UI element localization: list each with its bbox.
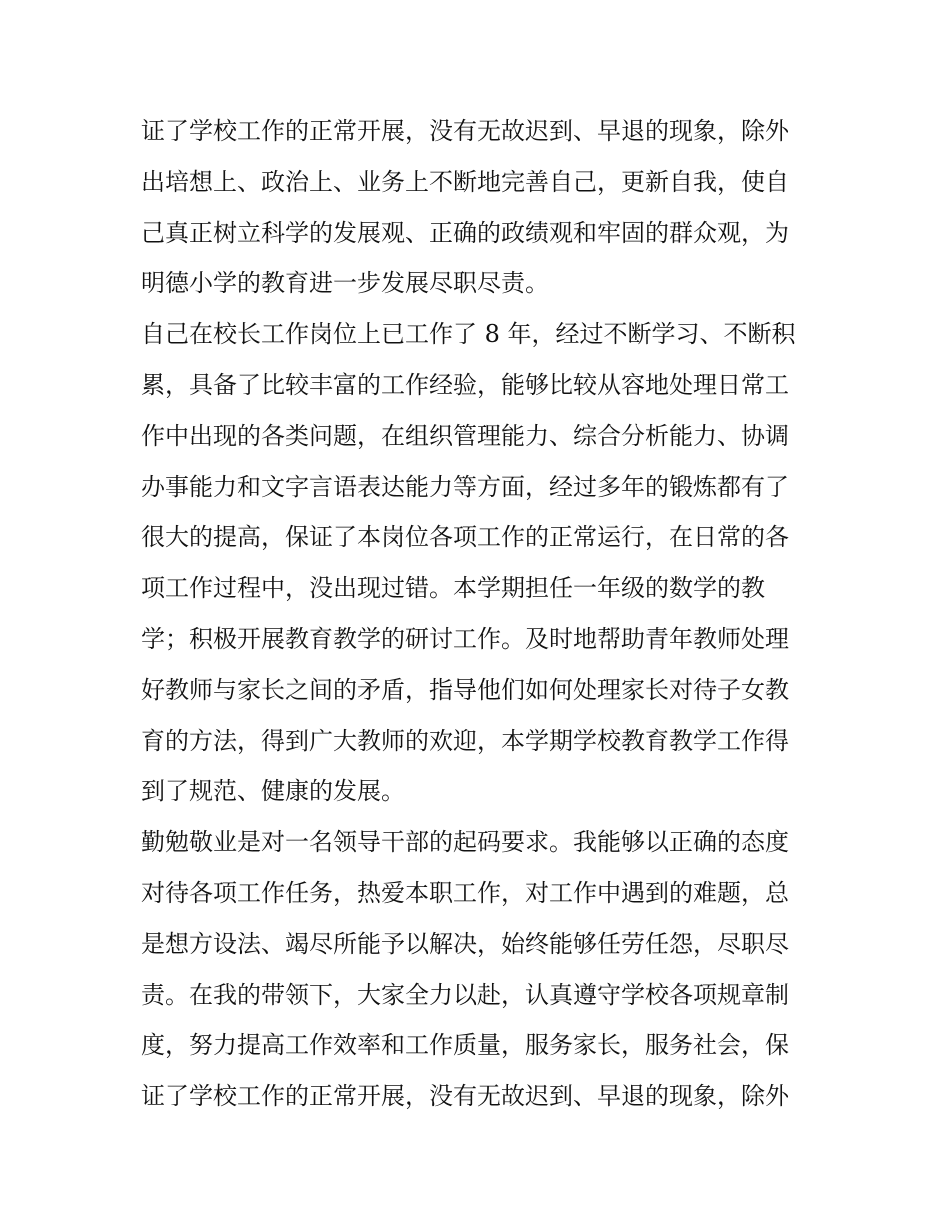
text-line: 勤勉敬业是对一名领导干部的起码要求。我能够以正确的态度 (141, 828, 789, 857)
text-line: 到了规范、健康的发展。 (141, 777, 405, 806)
text-line: 度，努力提高工作效率和工作质量，服务家长，服务社会，保 (141, 1031, 789, 1060)
text-line: 学；积极开展教育教学的研讨工作。及时地帮助青年教师处理 (141, 624, 789, 653)
text-line: 办事能力和文字言语表达能力等方面，经过多年的锻炼都有了 (141, 472, 789, 501)
text-line: 出培想上、政治上、业务上不断地完善自己，更新自我，使自 (141, 167, 789, 196)
text-line: 对待各项工作任务，热爱本职工作，对工作中遇到的难题，总 (141, 878, 789, 907)
text-line: 项工作过程中，没出现过错。本学期担任一年级的数学的教 (141, 574, 765, 603)
text-line: 作中出现的各类问题，在组织管理能力、综合分析能力、协调 (141, 421, 789, 450)
text-line: 明德小学的教育进一步发展尽职尽责。 (141, 269, 549, 298)
text-line: 很大的提高，保证了本岗位各项工作的正常运行，在日常的各 (141, 523, 789, 552)
text-line: 育的方法，得到广大教师的欢迎，本学期学校教育教学工作得 (141, 726, 789, 755)
text-line: 己真正树立科学的发展观、正确的政绩观和牢固的群众观，为 (141, 218, 789, 247)
text-line: 好教师与家长之间的矛盾，指导他们如何处理家长对待子女教 (141, 675, 789, 704)
text-line: 是想方设法、竭尽所能予以解决，始终能够任劳任怨，尽职尽 (141, 929, 789, 958)
text-line: 证了学校工作的正常开展，没有无故迟到、早退的现象，除外 (141, 1082, 789, 1111)
text-line: 责。在我的带领下，大家全力以赴，认真遵守学校各项规章制 (141, 980, 789, 1009)
document-body (141, 106, 821, 1122)
text-line: 证了学校工作的正常开展，没有无故迟到、早退的现象，除外 (141, 117, 789, 145)
text-line: 自己在校长工作岗位上已工作了 8 年，经过不断学习、不断积 (141, 320, 796, 349)
text-line: 累，具备了比较丰富的工作经验，能够比较从容地处理日常工 (141, 370, 789, 399)
